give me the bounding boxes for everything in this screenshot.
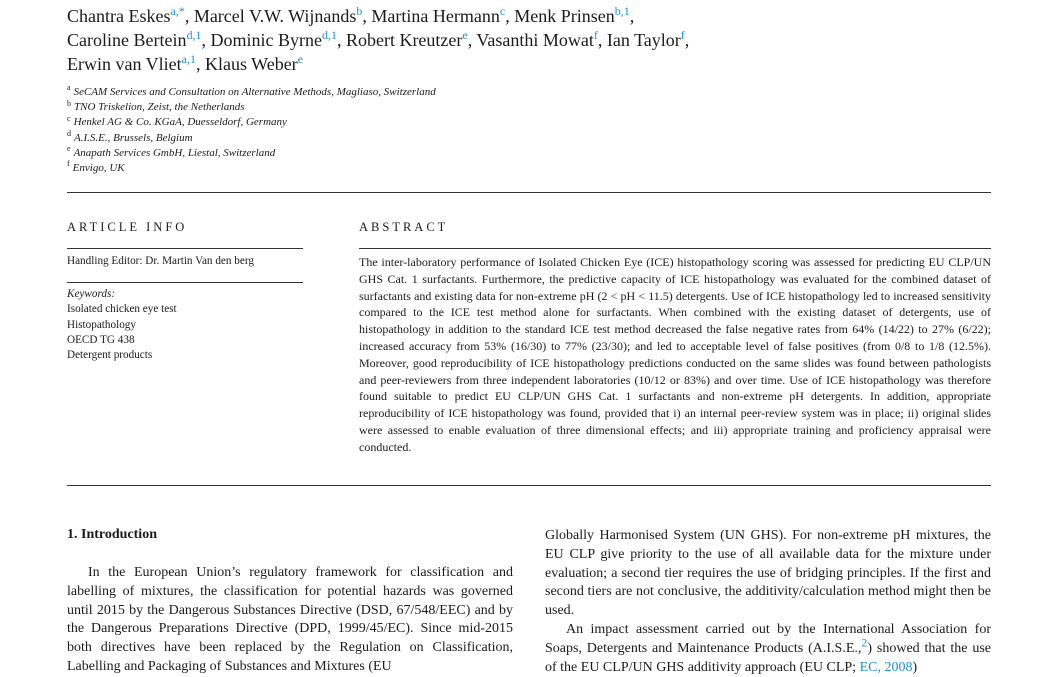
article-info-divider xyxy=(67,248,303,249)
author-line-2: Caroline Bertein$^{d,1}$, Dominic Byrne$^{d,1}$, Robert Kreutzer$^e$, Vasanthi Mowat$^f$, Ian Taylor$^f$, xyxy=(67,28,690,50)
affiliation: $^f$ Envigo, UK xyxy=(67,159,125,175)
intro-paragraph: An impact assessment carried out by the International Association for Soaps, Detergents and Maintenance Products (A.I.S.E.,2) showed that the use of the EU CLP/UN GHS additivity approach (EU CLP; EC, 2008) xyxy=(545,621,991,675)
author-line-1: Chantra Eskes$^{a,*}$, Marcel V.W. Wijnands$^b$, Martina Hermann$^c$, Menk Prinsen$^{b,1}$, xyxy=(67,4,635,26)
author[interactable]: Klaus Weber$^e$ xyxy=(204,52,304,74)
keywords-divider xyxy=(67,282,303,283)
affiliation: $^b$ TNO Triskelion, Zeist, the Netherlands xyxy=(67,98,245,114)
author[interactable]: Vasanthi Mowat$^f$ xyxy=(476,28,598,50)
keyword: Detergent products xyxy=(67,349,153,362)
affiliation-list xyxy=(67,85,436,176)
footnote-link[interactable]: 2 xyxy=(861,635,868,650)
keywords-label: Keywords: xyxy=(67,288,116,301)
citation-link[interactable]: EC, 2008 xyxy=(859,659,913,675)
article-info-heading: ARTICLE INFO xyxy=(67,220,188,234)
affiliation: $^c$ Henkel AG & Co. KGaA, Duesseldorf, Germany xyxy=(67,113,287,129)
left-column xyxy=(67,564,513,677)
introduction-heading: 1. Introduction xyxy=(67,527,157,542)
intro-paragraph: Globally Harmonised System (UN GHS). For non-extreme pH mixtures, the EU CLP give priority to the use of all available data for the mixture under evaluation; a second tier requires the use of bridging principles. If the first and second tiers are not conclusive, the additivity/calculation method might then be used. xyxy=(545,528,991,619)
keyword: OECD TG 438 xyxy=(67,333,135,346)
author[interactable]: Ian Taylor$^f$ xyxy=(606,28,685,50)
author[interactable]: Marcel V.W. Wijnands$^b$ xyxy=(193,4,363,26)
author[interactable]: Robert Kreutzer$^e$ xyxy=(345,28,468,50)
author[interactable]: Menk Prinsen$^{b,1}$ xyxy=(514,4,630,26)
affiliation: $^a$ SeCAM Services and Consultation on Alternative Methods, Magliaso, Switzerland xyxy=(67,83,436,98)
author[interactable]: Erwin van Vliet$^{a,1}$ xyxy=(67,52,196,74)
author[interactable]: Dominic Byrne$^{d,1}$ xyxy=(210,28,337,50)
author-line-3: Erwin van Vliet$^{a,1}$, Klaus Weber$^e$ xyxy=(67,52,304,74)
handling-editor: Handling Editor: Dr. Martin Van den berg xyxy=(67,255,254,267)
author[interactable]: Martina Hermann$^c$ xyxy=(371,4,506,26)
affiliation: $^e$ Anapath Services GmbH, Liestal, Switzerland xyxy=(67,144,276,159)
abstract-text: The inter-laboratory performance of Isolated Chicken Eye (ICE) histopathology scoring was assessed for predicting EU CLP/UN GHS Cat. 1 surfactants. Furthermore, the predictive capacity of ICE histopathology was evaluated for the combined dataset of surfactants and existing data for non-extreme pH (2 < pH < 11.5) detergents. Use of ICE histopathology led to increased sensitivity compared to the ICE test method alone for surfactants. When combined with the existing dataset of detergents, use of histopathology in addition to the standard ICE test method decreased the false negative rates from 64% (14/22) to 27% (6/22); increased accuracy from 53% (16/30) to 77% (23/30); and led to acceptable level of false positives (from 0/8 to 1/8 (12.5%). Moreover, good reproducibility of ICE histopathology predictions conducted on the same slides was found between pathologists and peer-reviewers from three independent laboratories (10/12 or 83%) and over time. Use of ICE histopathology was therefore found suitable to predict EU CLP/UN GHS Cat. 1 surfactants and non-extreme pH detergents. In addition, appropriate reproducibility of ICE histopathology was found, provided that i) an internal peer-review system was in place; ii) original slides were assessed to enable evaluation of three dimensional effects; and iii) appropriate training and proficiency appraisal were conducted. xyxy=(359,255,991,454)
right-column xyxy=(545,527,991,677)
keyword: Isolated chicken eye test xyxy=(67,303,177,316)
abstract-bottom-divider xyxy=(67,485,991,486)
abstract-heading: ABSTRACT xyxy=(359,220,449,234)
author[interactable]: Chantra Eskes$^{a,*}$ xyxy=(67,4,185,26)
author[interactable]: Caroline Bertein$^{d,1}$ xyxy=(67,28,202,50)
keyword: Histopathology xyxy=(67,318,136,331)
author-list xyxy=(67,4,967,76)
article-info-panel xyxy=(67,254,303,363)
abstract-divider xyxy=(359,248,991,249)
affiliation: $^d$ A.I.S.E., Brussels, Belgium xyxy=(67,128,193,144)
intro-paragraph: In the European Union’s regulatory framework for classification and labelling of mixtures, the classification for potential hazards was governed until 2015 by the Dangerous Substances Directive (DSD, 67/548/EEC) and by the Dangerous Preparations Directive (DPD, 1999/45/EC). Since mid-2015 both directives have been replaced by the Regulation on Classification, Labelling and Packaging of Substances and Mixtures (EU xyxy=(67,565,513,674)
header-divider xyxy=(67,192,991,193)
